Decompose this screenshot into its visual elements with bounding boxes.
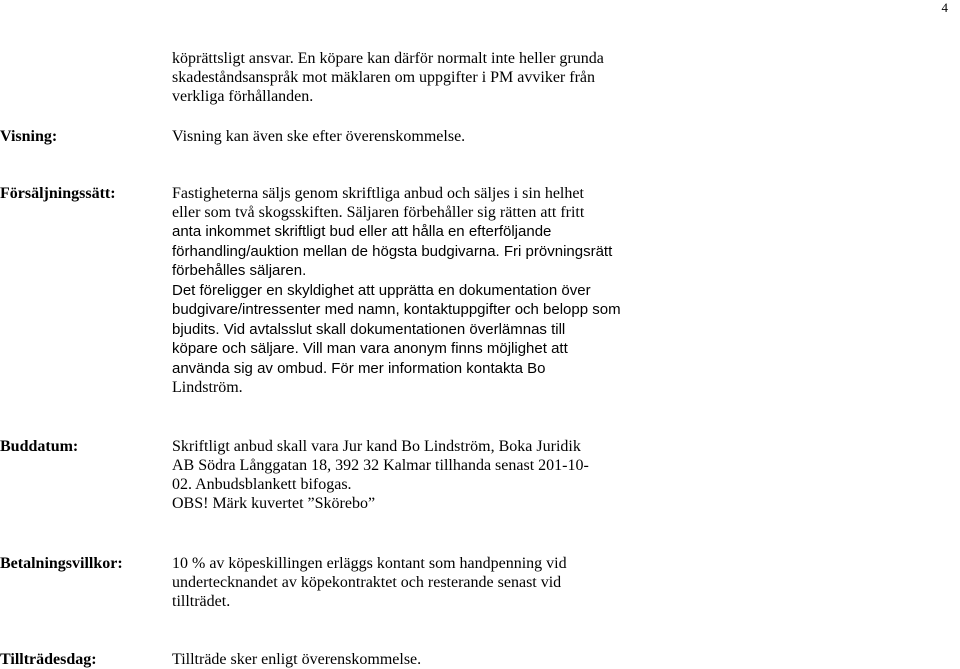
forsaljningssatt-line: förbehålles säljaren.	[172, 262, 307, 279]
intro-line: skadeståndsanspråk mot mäklaren om uppgifter i PM avviker från	[172, 69, 595, 86]
forsaljningssatt-line: köpare och säljare. Vill man vara anonym finns möjlighet att	[172, 340, 568, 357]
forsaljningssatt-line: anta inkommet skriftligt bud eller att hålla en efterföljande	[172, 223, 552, 240]
forsaljningssatt-line: budgivare/intressenter med namn, kontaktuppgifter och belopp som	[172, 301, 621, 318]
forsaljningssatt-line: bjudits. Vid avtalsslut skall dokumentationen överlämnas till	[172, 320, 566, 338]
buddatum-text	[172, 437, 589, 513]
forsaljningssatt-line: Det föreligger en skyldighet att upprätta en dokumentation över	[172, 281, 591, 299]
betalningsvillkor-line: tillträdet.	[172, 593, 231, 610]
tilltradesdag-text	[172, 650, 421, 669]
forsaljningssatt-line: använda sig av ombud. För mer information kontakta Bo	[172, 359, 546, 377]
betalningsvillkor-line: undertecknandet av köpekontraktet och resterande senast vid	[172, 574, 562, 591]
forsaljningssatt-text	[172, 184, 621, 397]
intro-line: verkliga förhållanden.	[172, 88, 314, 105]
tilltradesdag-line: Tillträde sker enligt överenskommelse.	[172, 651, 422, 668]
betalningsvillkor-line: 10 % av köpeskillingen erläggs kontant som handpenning vid	[172, 555, 567, 572]
betalningsvillkor-text	[172, 554, 567, 611]
visning-text	[172, 127, 465, 146]
intro-paragraph	[172, 49, 642, 106]
buddatum-line: AB Södra Långgatan 18, 392 32 Kalmar tillhanda senast 201-10-	[172, 457, 589, 474]
visning-label: Visning:	[0, 128, 58, 145]
forsaljningssatt-line: Fastigheterna säljs genom skriftliga anbud och säljes i sin helhet	[172, 185, 584, 202]
buddatum-line: Skriftligt anbud skall vara Jur kand Bo Lindström, Boka Juridik	[172, 438, 581, 455]
buddatum-line: 02. Anbudsblankett bifogas.	[172, 476, 352, 493]
forsaljningssatt-line: förhandling/auktion mellan de högsta budgivarna. Fri prövningsrätt	[172, 242, 613, 260]
page-number: 4	[941, 0, 948, 15]
forsaljningssatt-line: Lindström.	[172, 379, 243, 396]
tilltradesdag-label: Tillträdesdag:	[0, 651, 97, 668]
forsaljningssatt-line: eller som två skogsskiften. Säljaren förbehåller sig rätten att fritt	[172, 204, 585, 221]
intro-line: köprättsligt ansvar. En köpare kan därför normalt inte heller grunda	[172, 50, 604, 67]
forsaljningssatt-label: Försäljningssätt:	[0, 185, 116, 202]
buddatum-line: OBS! Märk kuvertet ”Skörebo”	[172, 495, 376, 512]
betalningsvillkor-label: Betalningsvillkor:	[0, 555, 123, 572]
visning-line: Visning kan även ske efter överenskommelse.	[172, 128, 466, 145]
buddatum-label: Buddatum:	[0, 438, 79, 455]
